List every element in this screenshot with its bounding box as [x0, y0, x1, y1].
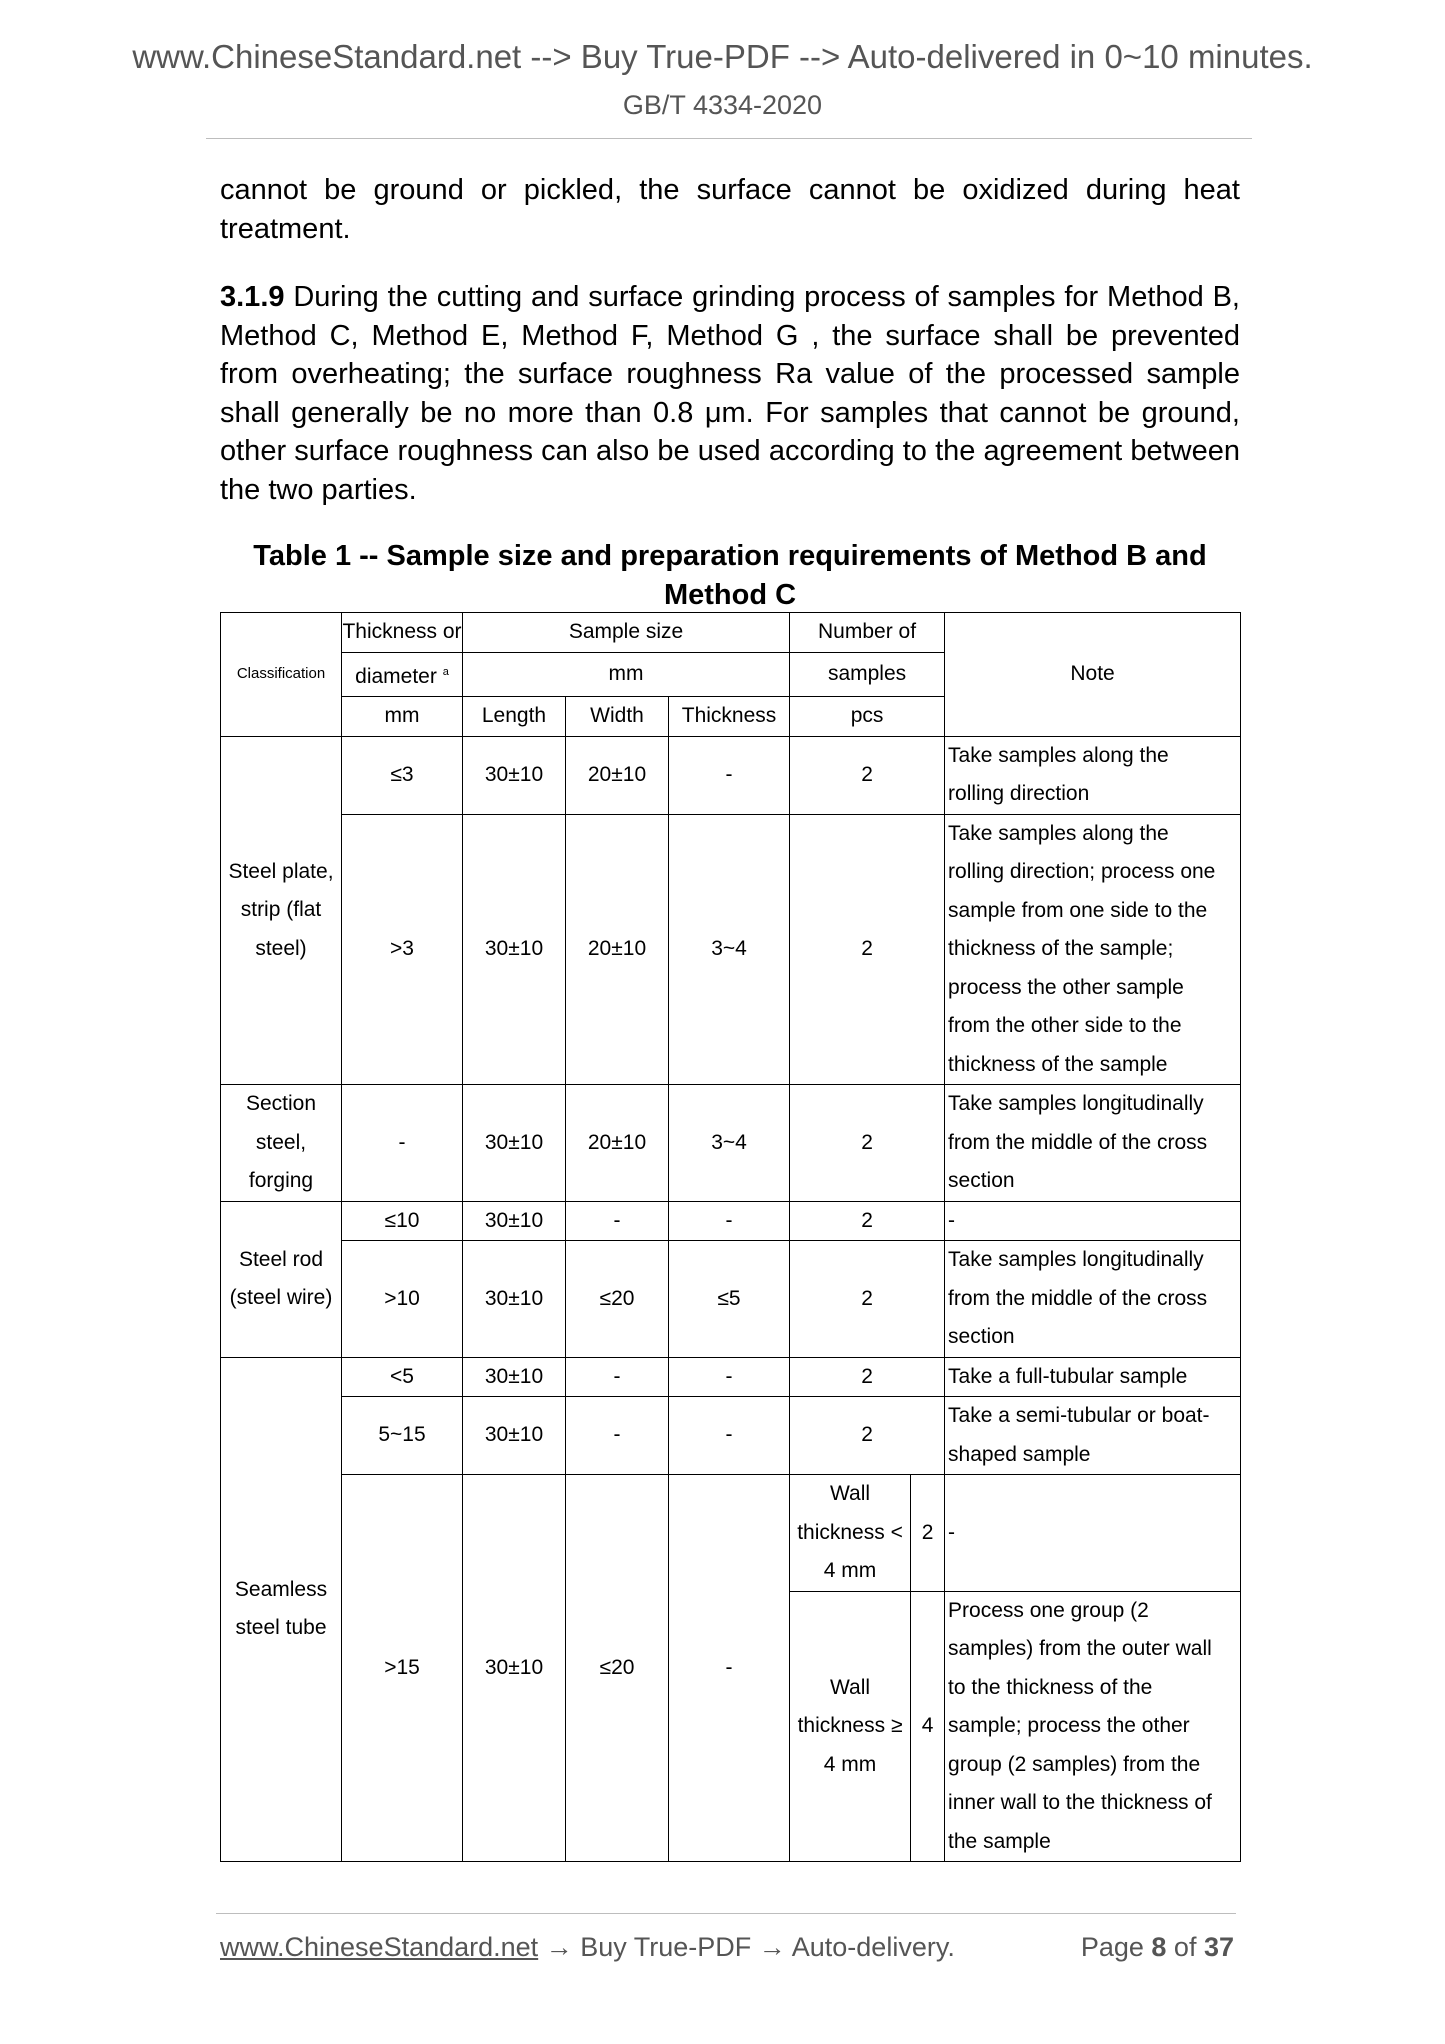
cell-number: 2: [790, 1085, 945, 1202]
cell-note: Take samples longitudinally from the middle of the cross section: [945, 1241, 1241, 1358]
paragraph-continued: cannot be ground or pickled, the surface cannot be oxidized during heat treatment.: [220, 174, 1240, 245]
cell-note: Take samples longitudinally from the middle of the cross section: [945, 1085, 1241, 1202]
table-row: [221, 736, 1241, 814]
cell-note: -: [945, 1201, 1241, 1241]
cell-thickness: -: [669, 1201, 790, 1241]
header-width: Width: [566, 697, 669, 737]
cell-length: 30±10: [463, 1201, 566, 1241]
cell-length: 30±10: [463, 1241, 566, 1358]
footer-divider: [216, 1913, 1236, 1914]
cell-number: 2: [911, 1475, 945, 1592]
cell-number: 2: [790, 1397, 945, 1475]
footnote-marker: a: [442, 665, 449, 678]
cell-note: Take a full-tubular sample: [945, 1357, 1241, 1397]
cell-width: -: [566, 1201, 669, 1241]
cell-dim: >15: [342, 1475, 463, 1862]
cell-length: 30±10: [463, 1085, 566, 1202]
cell-length: 30±10: [463, 736, 566, 814]
cell-note: Take samples along the rolling direction; process one sample from one side to the thickness of the sample; process the other sample from the other side to the thickness of the sample: [945, 814, 1241, 1085]
table-caption: [220, 537, 1240, 614]
cell-number: 2: [790, 1241, 945, 1358]
page-label: Page: [1080, 1932, 1152, 1962]
header-thickness-diameter: Thickness or: [342, 613, 463, 653]
cell-thickness: -: [669, 1475, 790, 1862]
arrow-icon: →: [758, 1932, 786, 1962]
cell-number: 2: [790, 736, 945, 814]
cell-width: 20±10: [566, 1085, 669, 1202]
standard-number: GB/T 4334-2020: [622, 90, 823, 120]
cell-thickness: -: [669, 1397, 790, 1475]
header-number-of-samples: Number of: [790, 613, 945, 653]
cell-note: Take a semi-tubular or boat- shaped sample: [945, 1397, 1241, 1475]
cell-width: ≤20: [566, 1241, 669, 1358]
cell-width: ≤20: [566, 1475, 669, 1862]
header-divider: [206, 138, 1252, 139]
of-label: of: [1166, 1932, 1204, 1962]
cell-width: -: [566, 1357, 669, 1397]
cell-number: 2: [790, 1357, 945, 1397]
header-thickness-unit: mm: [342, 697, 463, 737]
cell-length: 30±10: [463, 1397, 566, 1475]
header-samples: samples: [790, 652, 945, 697]
header-sample-size: Sample size: [463, 613, 790, 653]
cell-dim: <5: [342, 1357, 463, 1397]
table-row: [221, 1475, 1241, 1592]
cell-length: 30±10: [463, 1475, 566, 1862]
table-row: [221, 814, 1241, 1085]
sample-size-table: [220, 612, 1241, 1862]
table-row: [221, 1357, 1241, 1397]
header-classification: Classification: [221, 613, 342, 737]
arrow-icon: →: [545, 1932, 573, 1962]
clause-number: 3.1.9: [220, 281, 285, 313]
cell-width: -: [566, 1397, 669, 1475]
cell-thickness: -: [669, 736, 790, 814]
cell-wall-thin-label: Wall thickness < 4 mm: [790, 1475, 911, 1592]
cell-note: -: [945, 1475, 1241, 1592]
class-steel-rod: Steel rod (steel wire): [221, 1201, 342, 1357]
footer-auto-text: Auto-delivery.: [785, 1932, 955, 1962]
cell-dim: 5~15: [342, 1397, 463, 1475]
footer-buy-text: Buy True-PDF: [572, 1932, 759, 1962]
header-note: Note: [945, 613, 1241, 737]
cell-thickness: ≤5: [669, 1241, 790, 1358]
header-thickness: Thickness: [669, 697, 790, 737]
cell-length: 30±10: [463, 814, 566, 1085]
table-caption-line-2: Method C: [663, 578, 797, 611]
clause-text: During the cutting and surface grinding process of samples for Method B, Method C, Method E, Method F, Method G , the surface shall be prevented from overheating; the surface roughness Ra value of the processed sample shall generally be no more than 0.8 μm. For samples that cannot be ground, other surface roughness can also be used according to the agreement between the two parties.: [220, 281, 1240, 506]
cell-dim: >3: [342, 814, 463, 1085]
cell-thickness: 3~4: [669, 1085, 790, 1202]
cell-number: 4: [911, 1591, 945, 1862]
table-row: [221, 1397, 1241, 1475]
header-banner: www.ChineseStandard.net --> Buy True-PDF --> Auto-delivered in 0~10 minutes.: [132, 38, 1313, 75]
cell-dim: -: [342, 1085, 463, 1202]
cell-note: Process one group (2 samples) from the outer wall to the thickness of the sample; process the other group (2 samples) from the inner wall to the thickness of the sample: [945, 1591, 1241, 1862]
cell-dim: >10: [342, 1241, 463, 1358]
page-indicator: [1081, 1932, 1234, 1963]
footer-promo: [220, 1932, 955, 1963]
cell-dim: ≤3: [342, 736, 463, 814]
paragraph-3-1-9: [220, 278, 1240, 509]
table-row: [221, 1241, 1241, 1358]
class-steel-plate: Steel plate, strip (flat steel): [221, 736, 342, 1085]
cell-dim: ≤10: [342, 1201, 463, 1241]
header-pcs: pcs: [790, 697, 945, 737]
class-section-steel: Section steel, forging: [221, 1085, 342, 1202]
class-seamless-tube: Seamless steel tube: [221, 1357, 342, 1862]
header-sample-size-unit: mm: [463, 652, 790, 697]
table-row: [221, 1201, 1241, 1241]
cell-number: 2: [790, 1201, 945, 1241]
page-number: 8: [1151, 1932, 1167, 1962]
cell-width: 20±10: [566, 736, 669, 814]
cell-width: 20±10: [566, 814, 669, 1085]
cell-thickness: -: [669, 1357, 790, 1397]
table-header-row: [221, 613, 1241, 653]
table-row: [221, 1085, 1241, 1202]
footer-link[interactable]: www.ChineseStandard.net: [220, 1932, 539, 1962]
header-length: Length: [463, 697, 566, 737]
cell-wall-thick-label: Wall thickness ≥ 4 mm: [790, 1591, 911, 1862]
cell-thickness: 3~4: [669, 814, 790, 1085]
page-total: 37: [1203, 1932, 1234, 1962]
cell-length: 30±10: [463, 1357, 566, 1397]
cell-note: Take samples along the rolling direction: [945, 736, 1241, 814]
header-thickness-diameter-2: diameter $^a$: [342, 652, 463, 697]
cell-number: 2: [790, 814, 945, 1085]
table-caption-line-1: Table 1 -- Sample size and preparation requirements of Method B and: [253, 540, 1207, 572]
